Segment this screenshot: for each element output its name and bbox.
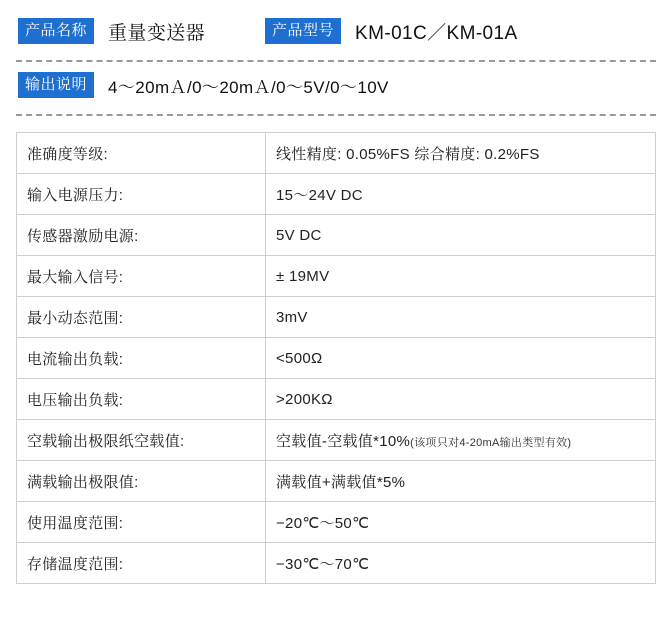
spec-label: 存储温度范围: <box>17 543 266 584</box>
spec-value <box>266 420 656 461</box>
spec-label: 传感器激励电源: <box>17 215 266 256</box>
spec-label: 满载输出极限值: <box>17 461 266 502</box>
spec-value <box>266 215 656 256</box>
table-row <box>17 502 656 543</box>
spec-value-text: −20℃～50℃ <box>276 514 370 532</box>
spec-value <box>266 543 656 584</box>
product-model-tag: 产品型号 <box>265 18 341 44</box>
spec-value-text: 3mV <box>276 308 308 326</box>
spec-label: 准确度等级: <box>17 133 266 174</box>
divider-bottom <box>16 114 656 116</box>
spec-value-text: 满载值+满载值*5% <box>276 473 406 491</box>
spec-value <box>266 338 656 379</box>
spec-value-text: 5V DC <box>276 226 322 244</box>
spec-value-text: 15～24V DC <box>276 186 363 204</box>
spec-value <box>266 461 656 502</box>
table-row <box>17 420 656 461</box>
product-header-row <box>14 0 658 54</box>
spec-value-text: ± 19MV <box>276 267 330 285</box>
spec-label: 空载输出极限纸空载值: <box>17 420 266 461</box>
spec-value <box>266 297 656 338</box>
spec-label: 电压输出负载: <box>17 379 266 420</box>
table-row <box>17 461 656 502</box>
table-row <box>17 338 656 379</box>
table-row <box>17 133 656 174</box>
spec-label: 输入电源压力: <box>17 174 266 215</box>
spec-value-note: (该项只对4-20mA输出类型有效) <box>410 436 572 449</box>
output-description-tag: 输出说明 <box>18 72 94 98</box>
product-name-value: 重量变送器 <box>108 22 206 44</box>
spec-label: 最小动态范围: <box>17 297 266 338</box>
spec-table-wrap <box>14 132 658 584</box>
table-row <box>17 174 656 215</box>
product-name-tag: 产品名称 <box>18 18 94 44</box>
spec-value-text: <500Ω <box>276 349 323 367</box>
product-model-value: KM-01C／KM-01A <box>355 22 518 44</box>
table-row <box>17 379 656 420</box>
spec-value-text: 空载值-空载值*10% <box>276 432 411 450</box>
output-header-row <box>14 62 658 108</box>
spec-value <box>266 379 656 420</box>
table-row <box>17 215 656 256</box>
spec-value-text: −30℃～70℃ <box>276 555 370 573</box>
spec-value-text: 线性精度: 0.05%FS 综合精度: 0.2%FS <box>276 145 540 163</box>
spec-table <box>16 132 656 584</box>
spec-value <box>266 256 656 297</box>
spec-label: 使用温度范围: <box>17 502 266 543</box>
table-row <box>17 543 656 584</box>
spec-value <box>266 174 656 215</box>
spec-label: 电流输出负载: <box>17 338 266 379</box>
output-description-value: 4～20mＡ/0～20mＡ/0～5V/0～10V <box>108 77 389 97</box>
table-row <box>17 256 656 297</box>
spec-table-body <box>17 133 656 584</box>
spec-value-text: >200KΩ <box>276 390 333 408</box>
spec-value <box>266 502 656 543</box>
spec-label: 最大输入信号: <box>17 256 266 297</box>
table-row <box>17 297 656 338</box>
spec-value <box>266 133 656 174</box>
